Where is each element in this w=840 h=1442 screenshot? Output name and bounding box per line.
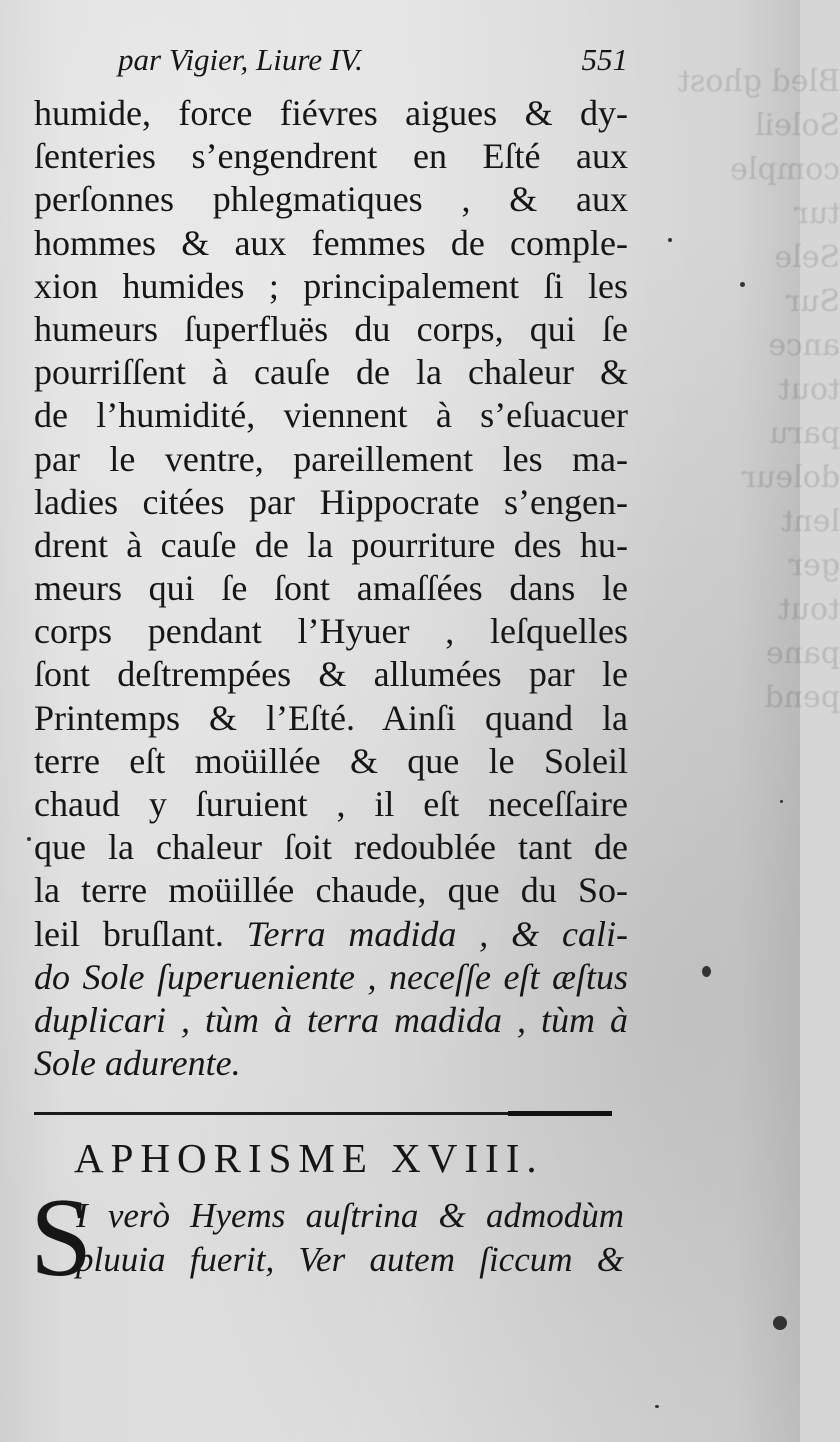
text-line: pourriſſent à cauſe de la chaleur &	[34, 352, 628, 393]
body-text	[34, 92, 628, 1085]
running-title: par Vigier, Liure IV.	[118, 42, 363, 77]
text-line: ſont deſtrempées & allumées par le	[34, 654, 628, 695]
text-line: corps pendant l’Hyuer , leſquelles	[34, 611, 628, 652]
text-line: par le ventre, pareillement les ma-	[34, 438, 628, 479]
text-line: hommes & aux femmes de comple-	[34, 222, 628, 263]
text-line: la terre moüillée chaude, que du So-	[34, 870, 628, 911]
text-line: meurs qui ſe ſont amaſſées dans le	[34, 568, 628, 609]
text-line: terre eſt moüillée & que le Soleil	[34, 740, 628, 781]
text-line: Printemps & l’Eſté. Ainſi quand la	[34, 697, 628, 738]
section-heading: APHORISME XVIII.	[74, 1135, 544, 1181]
text-line-mixed	[34, 913, 628, 956]
latin-inline: Terra madida , & cali-	[246, 913, 628, 954]
text-line: chaud y ſuruient , il eſt neceſſaire	[34, 784, 628, 824]
aphorism-line: I verò Hyems auſtrina & admodùm	[76, 1196, 624, 1235]
aphorism-text	[30, 1176, 624, 1300]
text-line-roman: leil bruſlant.	[34, 913, 224, 954]
latin-line: do Sole ſuperueniente , neceſſe eſt æſtus	[34, 956, 628, 997]
section-rule-accent	[508, 1111, 612, 1116]
latin-line: duplicari , tùm à terra madida , tùm à	[34, 999, 628, 1040]
text-line: perſonnes phlegmatiques , & aux	[34, 179, 628, 220]
text-line: humide, force fiévres aigues & dy-	[34, 93, 628, 133]
text-line: que la chaleur ſoit redoublée tant de	[34, 827, 628, 868]
drop-cap: S	[30, 1176, 93, 1300]
latin-line: Sole adurente.	[34, 1043, 241, 1084]
page-number: 551	[581, 42, 628, 77]
text-line: drent à cauſe de la pourriture des hu-	[34, 524, 628, 565]
aphorism-line: pluuia fuerit, Ver autem ſiccum &	[76, 1240, 624, 1279]
text-line: xion humides ; principalement ſi les	[34, 265, 628, 306]
text-line: ſenteries s’engendrent en Eſté aux	[34, 136, 628, 177]
text-line: humeurs ſuperfluës du corps, qui ſe	[34, 308, 628, 349]
page-header	[118, 42, 628, 84]
text-line: ladies citées par Hippocrate s’engen-	[34, 481, 628, 522]
bleed-through-texture: Bled ghost Soleil comple tur Sele Sur ance tout paru doleur lent ger tout pane pend	[677, 64, 840, 715]
text-line: de l’humidité, viennent à s’eſuacuer	[34, 395, 628, 436]
